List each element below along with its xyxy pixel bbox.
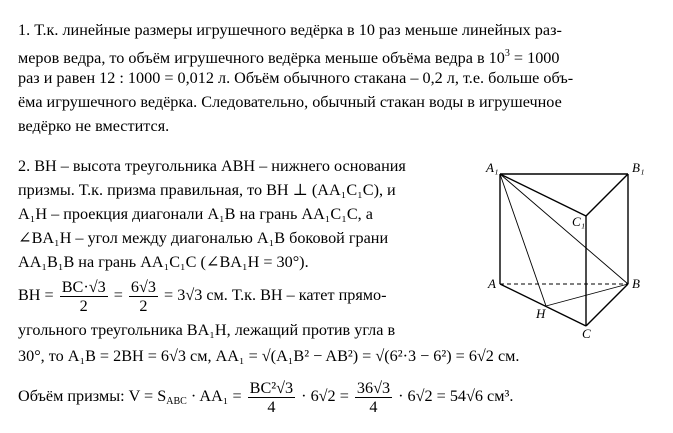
p1-exponent: 3 xyxy=(504,48,510,59)
volume-mid: · 6√2 = xyxy=(301,387,349,405)
volume-lhs: Объём призмы: V = S xyxy=(18,387,167,405)
p1-line-4: ёма игрушечного ведёрка. Следовательно, обычный стакан воды в игрушечное xyxy=(18,93,562,111)
volume-f1-den: 4 xyxy=(267,397,276,416)
p2-line-2: призмы. Т.к. призма правильная, то BH ⊥ (AA₁C₁C), и xyxy=(18,181,396,199)
p2-line-3: A₁H – проекция диагонали A₁B на грань AA₁C₁C, а xyxy=(18,205,373,223)
prism-figure xyxy=(480,158,650,338)
volume-lhs2: · AA₁ = xyxy=(186,387,242,405)
segment-b-h xyxy=(546,284,628,306)
label-c: C xyxy=(582,326,591,338)
p2-line-8: 30°, то A₁B = 2BH = 6√3 см, AA₁ = √(A₁B² − AB²) = √(6²·3 − 6²) = 6√2 см. xyxy=(18,347,520,365)
p2-line-4: ∠BA₁H – угол между диагональю A₁B боковой грани xyxy=(18,229,389,247)
bh-lhs: BH = xyxy=(18,286,54,304)
bh-f2-den: 2 xyxy=(139,296,148,315)
volume-end: · 6√2 = 54√6 см³. xyxy=(398,387,514,405)
p1-line-1: 1. Т.к. линейные размеры игрушечного ведёрка в 10 раз меньше линейных раз- xyxy=(18,21,562,39)
volume-f2-den: 4 xyxy=(369,397,378,416)
p1-line-2b: = 1000 xyxy=(509,49,560,67)
bh-formula xyxy=(18,276,387,315)
volume-f1-num: BC²√3 xyxy=(249,378,294,397)
bh-f1-den: 2 xyxy=(79,296,88,315)
p2-line-5: AA₁B₁B на грань AA₁C₁C (∠BA₁H = 30°). xyxy=(18,253,309,271)
label-b1: B₁ xyxy=(632,160,645,175)
bh-fraction-2 xyxy=(129,278,158,315)
volume-fraction-2 xyxy=(355,379,392,416)
bh-f1-num: BC·√3 xyxy=(61,277,106,296)
p1-line-3: раз и равен 12 : 1000 = 0,012 л. Объём обычного стакана – 0,2 л, т.е. больше объ- xyxy=(18,69,574,87)
p2-line-7: угольного треугольника BA₁H, лежащий против угла в xyxy=(18,321,396,339)
p2-line-1: 2. BH – высота треугольника ABH – нижнего основания xyxy=(18,157,406,175)
label-b: B xyxy=(632,276,640,291)
edge-b-c xyxy=(586,284,628,326)
bh-f2-num: 6√3 xyxy=(130,277,156,296)
volume-lhs-sub: ABC xyxy=(166,396,187,407)
label-a1: A₁ xyxy=(486,160,499,175)
p1-line-2 xyxy=(18,44,559,68)
bh-rest: = 3√3 см. Т.к. BH – катет прямо- xyxy=(164,286,387,304)
bh-fraction-1 xyxy=(60,278,108,315)
edge-b1-c1 xyxy=(586,174,628,216)
p1-line-2a: меров ведра, то объём игрушечного ведёрка меньше объёма ведра в 10 xyxy=(18,49,505,67)
volume-formula xyxy=(18,376,513,422)
bh-eq: = xyxy=(113,286,123,304)
label-a: A xyxy=(488,276,496,291)
volume-fraction-1 xyxy=(248,379,295,416)
p1-line-5: ведёрко не вместится. xyxy=(18,117,170,135)
label-c1: C₁ xyxy=(572,214,586,229)
volume-f2-num: 36√3 xyxy=(356,378,391,397)
label-h: H xyxy=(536,306,546,321)
